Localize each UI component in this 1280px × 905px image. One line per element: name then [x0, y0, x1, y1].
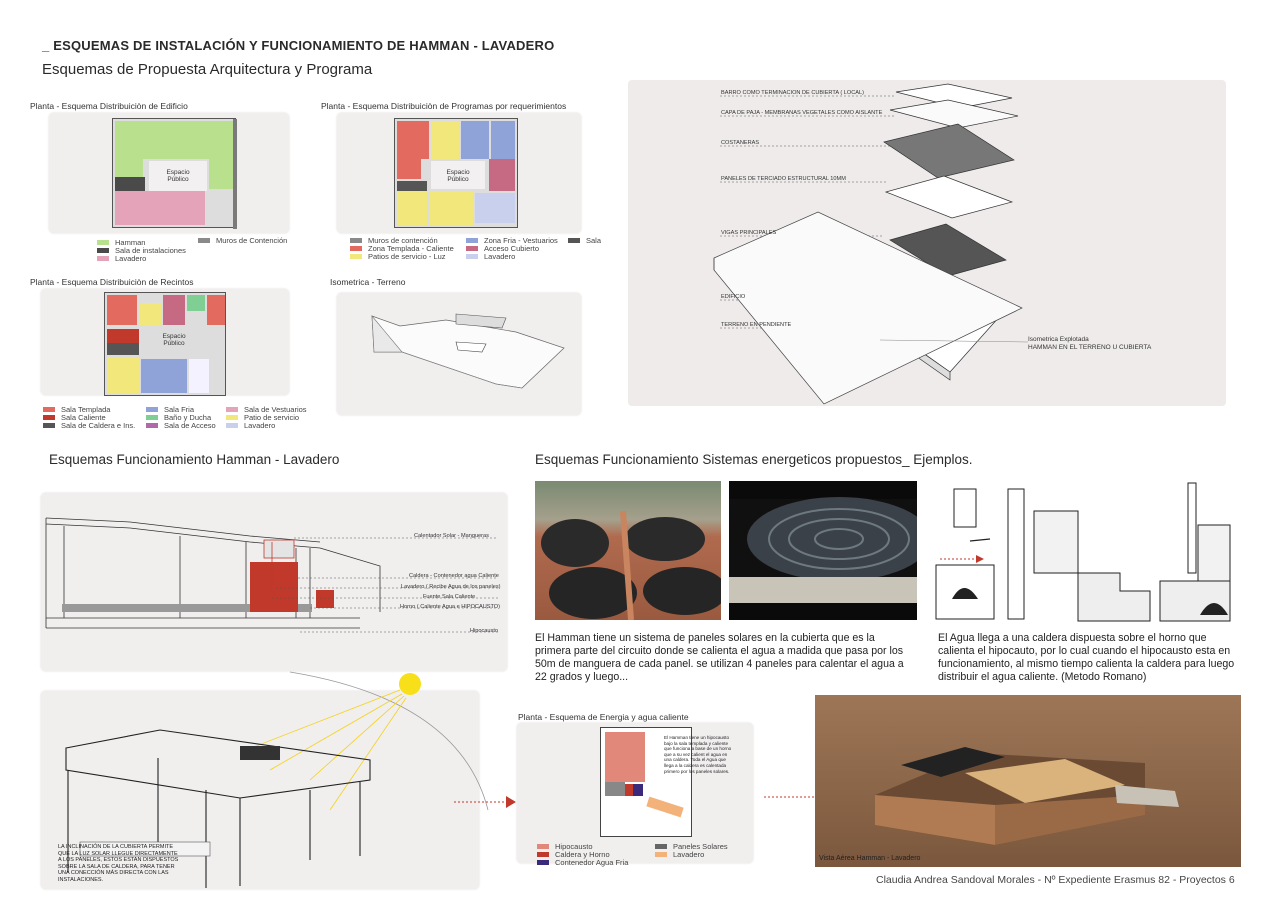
label-barro: BARRO COMO TERMINACION DE CUBIERTA ( LOCAL)	[721, 90, 864, 96]
paragraph-solar-panels: El Hamman tiene un sistema de paneles solares en la cubierta que es la primera parte del circuito donde se calienta el agua a madida que pasa por los 50m de manguera de cada panel. se utilizan 4 paneles para calentar el agua a 22 grados y luego...	[535, 632, 904, 683]
label-caldera: Caldera - Contenedor agua Caliente	[409, 573, 499, 579]
exploded-caption-1: Isometrica Explotada	[1028, 336, 1089, 343]
label-horno: Horno ( Caliente Agua e HIPOCAUSTO)	[400, 604, 501, 610]
panel1-legend-muros: Muros de Contención	[198, 236, 287, 244]
label-hipocausto: Hipocausto	[470, 628, 498, 634]
panel1-title: Planta - Esquema Distribuiciòn de Edificio	[30, 101, 188, 111]
label-costaneras: COSTANERAS	[721, 140, 760, 146]
exploded-isometric-drawing	[628, 80, 1226, 406]
paragraph-caldera: El Agua llega a una caldera dispuesta sobre el horno que calienta el hipocauto, por lo cual cuando el hipocausto esta en funcionamiento, al mismo tiempo calienta la caldera para luego distribuir el agua caliente. (Metodo Romano)	[938, 632, 1235, 683]
exploded-caption-2: HAMMAN EN EL TERRENO U CUBIERTA	[1028, 344, 1152, 351]
panel3-plan	[104, 292, 226, 396]
label-paja: CAPA DE PAJA - MEMBRANAS VEGETALES COMO AISLANTE	[721, 110, 883, 116]
panel2-legend-col2: Zona Fria - Vestuarios Acceso Cubierto Lavadero	[466, 236, 558, 260]
panel3-legend-col1: Sala Templada Sala Caliente Sala de Caldera e Ins.	[43, 405, 135, 429]
panel1-legend	[97, 238, 186, 262]
arrow-icon	[506, 796, 516, 808]
panel2-legend-col3: Sala	[568, 236, 601, 244]
legend-instalaciones: Sala de instalaciones	[115, 245, 186, 255]
panel1-plan	[112, 118, 236, 228]
label-fuente: Fuente Sala Caliente	[423, 594, 476, 600]
panel2-center-label: Espacio Público	[446, 169, 470, 183]
panel4-title: Isometrica - Terreno	[330, 277, 406, 287]
energy-legend-col1: Hipocausto Caldera y Horno Contenedor Agua Fria	[537, 842, 628, 866]
photo-solar-panel-closeup	[729, 481, 917, 620]
roman-boiler-drawing	[930, 481, 1240, 623]
panel3-legend-col2: Sala Fria Baño y Ducha Sala de Acceso	[146, 405, 216, 429]
panel3-center-label: Espacio Público	[162, 333, 186, 347]
label-terreno: TERRENO EN PENDIENTE	[721, 322, 792, 328]
label-calentador-solar: Calentador Solar - Mangueras	[414, 533, 489, 539]
energy-plan-title: Planta - Esquema de Energia y agua caliente	[518, 712, 689, 722]
panel2-plan	[394, 118, 518, 228]
label-vigas: VIGAS PRINCIPALES	[721, 230, 777, 236]
building-section-drawing	[40, 492, 508, 672]
energy-legend-col2: Paneles Solares Lavadero	[655, 842, 728, 858]
page-subtitle: Esquemas de Propuesta Arquitectura y Programa	[42, 61, 373, 78]
panel3-title: Planta - Esquema Distribuiciòn de Recintos	[30, 277, 194, 287]
label-lavadero-recibe: Lavadero ( Recibe Agua de los paneles)	[401, 584, 501, 590]
render-caption: Vista Aérea Hamman - Lavadero	[819, 855, 921, 862]
page-title: _ ESQUEMAS DE INSTALACIÓN Y FUNCIONAMIENTO DE HAMMAN - LAVADERO	[42, 38, 555, 53]
sun-note: LA INCLINACIÓN DE LA CUBIERTA PERMITE QUE LA LUZ SOLAR LLEGUE DIRECTAMENTE A LOS PANELES, ESTOS ESTAN DISPUESTOS SOBRE LA SALA DE CALDERA, PARA TENER UNA CONECCIÓN MÁS DIRECTA CON LAS INSTALACIONES.	[58, 844, 179, 883]
panel1-center-label: Espacio Público	[166, 169, 190, 183]
panel2-legend-col1: Muros de contención Zona Templada - Caliente Patios de servicio - Luz	[350, 236, 454, 260]
section-right-title: Esquemas Funcionamiento Sistemas energeticos propuestos_ Ejemplos.	[535, 452, 973, 467]
photo-solar-panels-roof	[535, 481, 721, 620]
panel2-title: Planta - Esquema Distribuiciòn de Programas por requerimientos	[321, 101, 567, 111]
terrain-isometric-drawing	[336, 292, 582, 416]
section-left-title: Esquemas Funcionamiento Hamman - Lavadero	[49, 452, 340, 467]
aerial-render	[815, 695, 1241, 867]
energy-plan-note: El Hamman tiene un hipocausto bajo la sala templada y caliente que funciona a base de un horno que a su vez calient el agua en una caldera. Toda el Agua que llega a la caldera es calentada primero por los paneles solares.	[664, 735, 732, 774]
legend-hamman: Hamman	[115, 237, 146, 247]
sun-icon	[399, 673, 421, 695]
legend-lavadero: Lavadero	[115, 253, 147, 263]
footer-credit: Claudia Andrea Sandoval Morales - Nº Expediente Erasmus 82 - Proyectos 6	[876, 874, 1235, 886]
panel3-legend-col3: Sala de Vestuarios Patio de servicio Lavadero	[226, 405, 307, 429]
label-paneles-terciado: PANELES DE TERCIADO ESTRUCTURAL 10MM	[721, 176, 846, 182]
label-edificio: EDIFICIO	[721, 294, 746, 300]
